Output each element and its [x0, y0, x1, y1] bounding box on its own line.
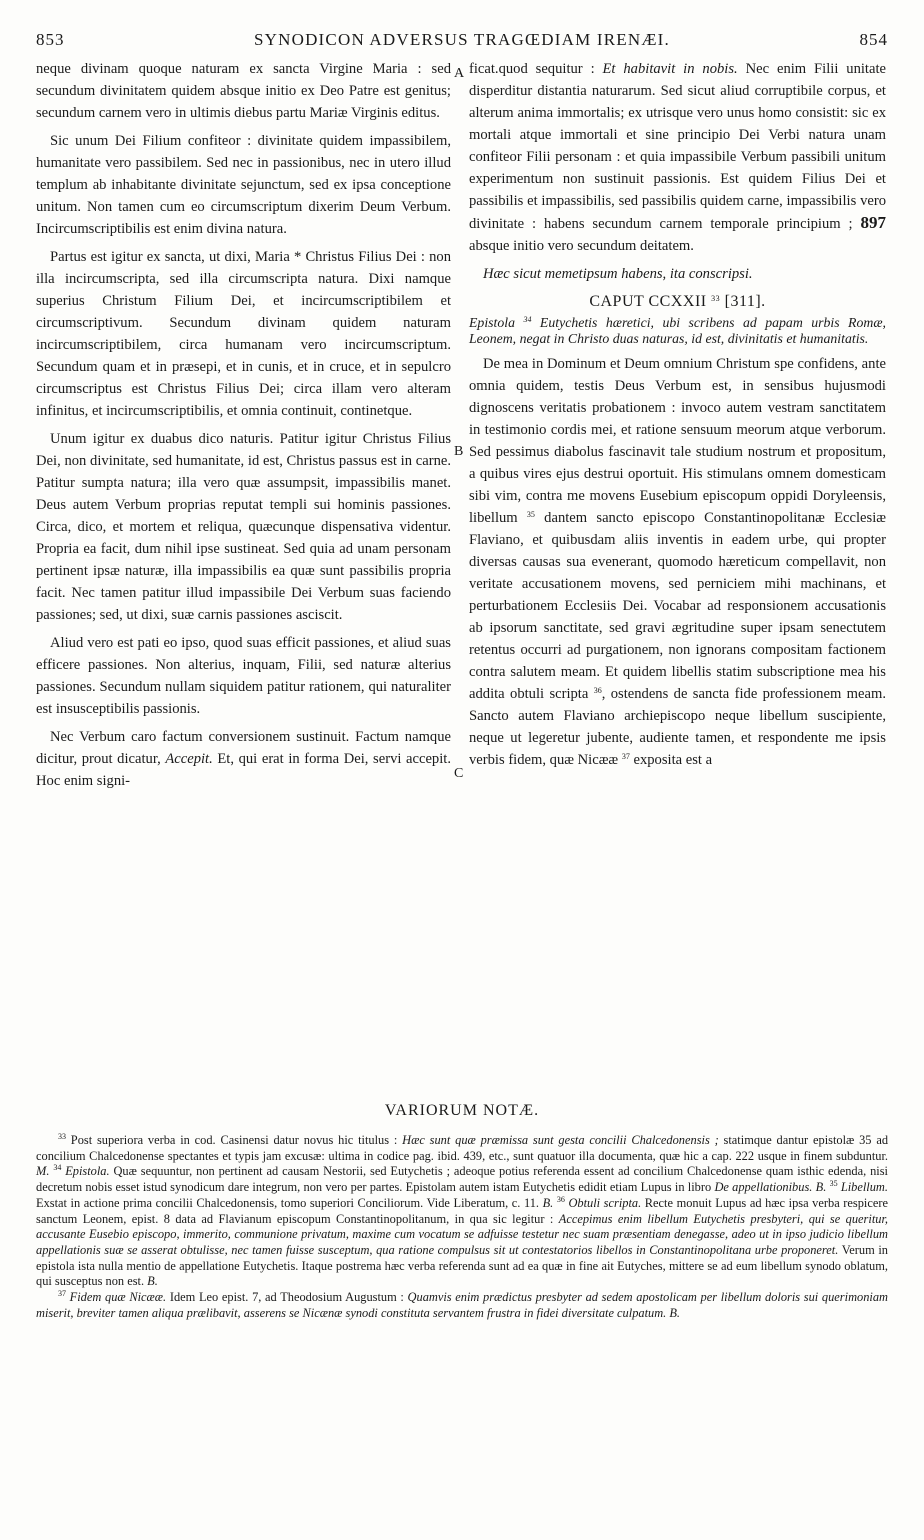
footnotes	[36, 1133, 888, 1321]
paragraph: De mea in Dominum et Deum omnium Christum spe confidens, ante omnia quidem, testis Deus Verbum est, in sensibus hujusmodi dignoscens veritatis probationem : invoco autem vestram sanctitatem in testimonio cordis mei, et ratione sensuum meorum atque verborum. Sed pessimus diabolus fascinavit tale studium nostrum et propositum, a quibus vires ejus destrui oportuit. His stimulans omnem domesticam sibi vim, contra me movens Eusebium episcopum oppidi Doryleensis, libellum $^{35}$ dantem sancto episcopo Constantinopolitanæ Ecclesiæ Flaviano, et quibusdam aliis inventis in eadem urbe, qui propter diversas causas sua evenerant, quomodo hæreticum compellavit, non veritate accusationem movens, sed perniciem mihi machinans, et perturbationem Ecclesiis Dei. Vocabar ad responsionem accusationis ab ipsorum sanctitate, sed gravi ægritudine super ipsam senectutem retentus occurri ad purgationem, non ignorans compositam factionem contra salutem meam. Et quidem libellis statim subscriptione mea his addita obtuli scripta $^{36}$, ostendens de sancta fide professionem meam. Sancto autem Flaviano archiepiscopo neque libellum suscipiente, neque ut legeretur jubente, audiente tamen, et respondente me ipsis verbis fidem, quæ Nicææ $^{37}$ exposita est a	[469, 356, 886, 768]
notes-heading: VARIORUM NOTÆ.	[384, 1102, 540, 1119]
margin-letter-b: B	[454, 444, 464, 459]
paragraph: neque divinam quoque naturam ex sancta Virgine Maria : sed secundum divinitatem quidem absque initio ex Deo Patre est genitus; secundum carnem vero in ultimis diebus partu Mariæ Virginis editus.	[36, 61, 451, 121]
footnote-text: $^{37}$ Fidem quæ Nicææ. Idem Leo epist. 7, ad Theodosium Augustum : Quamvis enim prædictus presbyter ad sedem apostolicam per libellum doloris sui querimoniam miserit, breviter tamen aliqua prælibavit, asserens se Nicænæ synodi constituta servantem frustra in fidei diversitate culpatum. B.	[36, 1289, 888, 1320]
paragraph: Sic unum Dei Filium confiteor : divinitate quidem impassibilem, humanitate vero passibilem. Sed nec in passionibus, nec in utero illud templum ab inhabitante divinitate sejunctum, sed ex ipsa conceptione unitum. Non tamen cum eo circumscriptum dixerim Deum Verbum. Incircumscriptibilis est enim divina natura.	[36, 133, 451, 237]
footnote-text: $^{33}$ Post superiora verba in cod. Casinensi datur novus hic titulus : Hæc sunt quæ præmissa sunt gesta concilii Chalcedonensis ; statimque dantur epistolæ 35 ad concilium Chalcedonense spectantes et typis jam excusæ: ultima in codice pag. ibid. 439, etc., sunt quatuor illa documenta, quæ hic a cap. 222 usque in finem subduntur. M. $^{34}$ Epistola. Quæ sequuntur, non pertinent ad causam Nestorii, sed Eutychetis ; adeoque potius referenda essent ad concilium Chalcedonense quam isthic edenda, nisi decretum nobis esset istud synodicum dare integrum, non vero per partes. Epistolam autem istam Eutychetis edidit etiam Lupus in libro De appellationibus. B. $^{35}$ Libellum. Exstat in actione prima concilii Chalcedonensis, tomo superiori Conciliorum. Vide Liberatum, c. 11. B. $^{36}$ Obtuli scripta. Recte monuit Lupus ad hæc ipsa verba respicere sanctum Leonem, epist. 8 data ad Flavianum episcopum Constantinopolitanum, in qua sic legitur : Accepimus enim libellum Eutychetis presbyteri, qui se queritur, accusante Eusebio episcopo, immerito, communione privatum, maxime cum vocatum se adfuisse testetur nec suam præsentiam denegasse, adeo ut in ipso judicio libellum appellationis suæ se asserat obtulisse, nec tamen fuisse susceptum, qua ratione compulsus sit ut contestatorios libellos in Constantinopolitana urbe proponeret. Verum in epistola ista nulla mentio de appellatione Eutychetis. Itaque postrema hæc verba referenda sunt ad ea quæ in fine ait Eutyches, mittere se ad eum libellum synodo oblatum, qui susceptus non est. B.	[36, 1132, 889, 1289]
paragraph: Unum igitur ex duabus dico naturis. Patitur igitur Christus Filius Dei, non divinitate, sed humanitate, id est, Christus passus est in carne. Patitur sumpta natura; illa vero quæ assumpsit, impassibilis manet. Deus autem Verbum proprias reputat templi sui hominis passiones. Circa, dico, et mortem et reliqua, quæcunque dispensativa videntur. Propria ea facit, dum nihil ipse sustineat. Sed quia ad unam personam pertinent ipsæ naturæ, illa impassibilis ea quæ sunt passibilis propria facit. Nec tamen patitur illud impassibile Dei Verbum suas faciendo passiones; sed, ut dixi, suæ carnis passiones asciscit.	[36, 431, 451, 623]
running-header	[36, 30, 888, 54]
marginal-page-number: 897	[860, 213, 886, 232]
paragraph: ficat.quod sequitur : Et habitavit in nobis. Nec enim Filii unitate disperditur distantia naturarum. Sed sicut aliud corruptibile corpus, et alterum anima immortalis; ex utrisque vero unus homo consistit: sic ex mortali atque immortali et sine principio Dei Verbi natura unam confiteor Filii personam : et quia impassibile Verbum passibili unitum experimentum non sustinuit passionis. Est quidem Filius Dei et passibilis et impassibilis, sed passibilis quidem carne, impassibilis vero divinitate : habens secundum carnem temporale principium ; 897 absque initio vero secundum deitatem.	[469, 61, 886, 254]
paragraph: Aliud vero est pati eo ipso, quod suas efficit passiones, et aliud suas efficere passiones. Non alterius, inquam, Filii, sed naturæ alterius passiones. Secundum nullam siquidem patitur rationem, qui naturaliter est insusceptibilis passionis.	[36, 635, 451, 717]
chapter-heading: CAPUT CCXXII $^{33}$ [311].	[589, 293, 766, 310]
margin-letter-c: C	[454, 766, 464, 781]
margin-letter-a: A	[454, 66, 465, 81]
page-number-left: 853	[36, 30, 65, 49]
page-number-right: 854	[859, 30, 888, 49]
closing-line: Hæc sicut memetipsum habens, ita conscripsi.	[483, 266, 753, 282]
paragraph: Nec Verbum caro factum conversionem sustinuit. Factum namque dicitur, prout dicatur, Accepit. Et, qui erat in forma Dei, servi accepit. Hoc enim signi-	[36, 729, 451, 789]
running-title: SYNODICON ADVERSUS TRAGŒDIAM IRENÆI.	[254, 30, 670, 49]
left-column	[36, 58, 451, 798]
right-column	[469, 58, 886, 777]
paragraph: Partus est igitur ex sancta, ut dixi, Maria * Christus Filius Dei : non illa incircumscripta, sed illa circumscripta natura. Dixi namque superius Christum Filium Dei, et incircumscriptibilem et circumscriptivum. Secundum divinam quidem naturam incircumscriptibilem, circa humanam vero incircumscriptum. Secundum quam et in præsepi, et in cunis, et in cruce, et in sepulcro circumscriptus est Christus Filius Dei; circa illam vero alteram infinitus, et incircumscriptibilis, et omnia continuit, continetque.	[36, 249, 451, 419]
chapter-rubric: Epistola $^{34}$ Eutychetis hæretici, ubi scribens ad papam urbis Romæ, Leonem, negat in Christo duas naturas, id est, divinitatis et humanitatis.	[469, 315, 887, 346]
